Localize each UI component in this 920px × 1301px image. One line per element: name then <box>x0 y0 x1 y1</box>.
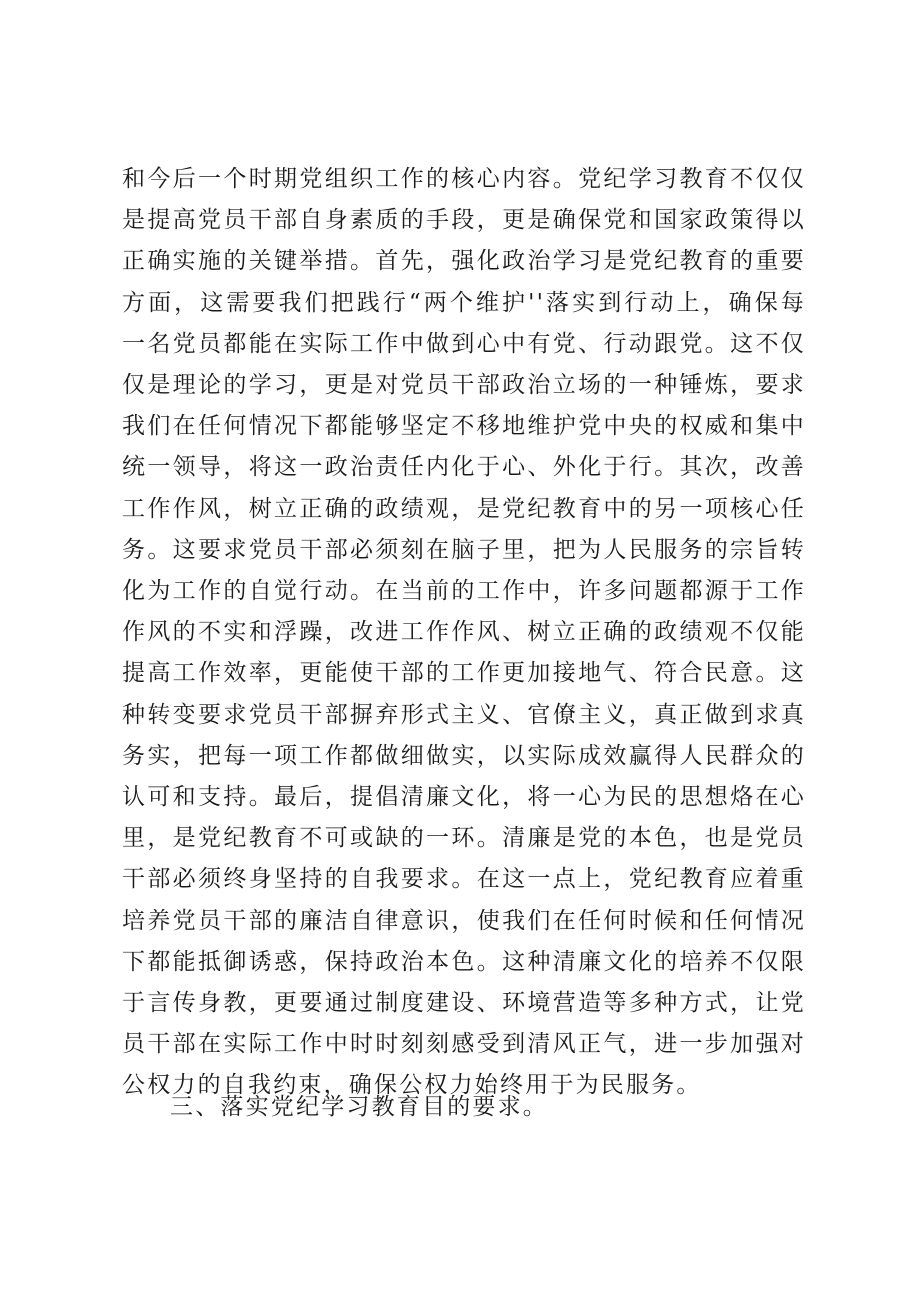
section-heading: 三、落实党纪学习教育目的要求。 <box>170 1094 548 1120</box>
body-paragraph: 和今后一个时期党组织工作的核心内容。党纪学习教育不仅仅是提高党员干部自身素质的手段，更是确保党和国家政策得以正确实施的关键举措。首先，强化政治学习是党纪教育的重要方面，这需要我们把践行“两个维护''落实到行动上，确保每一名党员都能在实际工作中做到心中有党、行动跟党。这不仅仅是理论的学习，更是对党员干部政治立场的一种锤炼，要求我们在任何情况下都能够坚定不移地维护党中央的权威和集中统一领导，将这一政治责任内化于心、外化于行。其次，改善工作作风，树立正确的政绩观，是党纪教育中的另一项核心任务。这要求党员干部必须刻在脑子里，把为人民服务的宗旨转化为工作的自觉行动。在当前的工作中，许多问题都源于工作作风的不实和浮躁，改进工作作风、树立正确的政绩观不仅能提高工作效率，更能使干部的工作更加接地气、符合民意。这种转变要求党员干部摒弃形式主义、官僚主义，真正做到求真务实，把每一项工作都做细做实，以实际成效赢得人民群众的认可和支持。最后，提倡清廉文化，将一心为民的思想烙在心里，是党纪教育不可或缺的一环。清廉是党的本色，也是党员干部必须终身坚持的自我要求。在这一点上，党纪教育应着重培养党员干部的廉洁自律意识，使我们在任何时候和任何情况下都能抵御诱惑，保持政治本色。这种清廉文化的培养不仅限于言传身教，更要通过制度建设、环境营造等多种方式，让党员干部在实际工作中时时刻刻感受到清风正气，进一步加强对公权力的自我约束，确保公权力始终用于为民服务。 <box>122 166 806 1099</box>
